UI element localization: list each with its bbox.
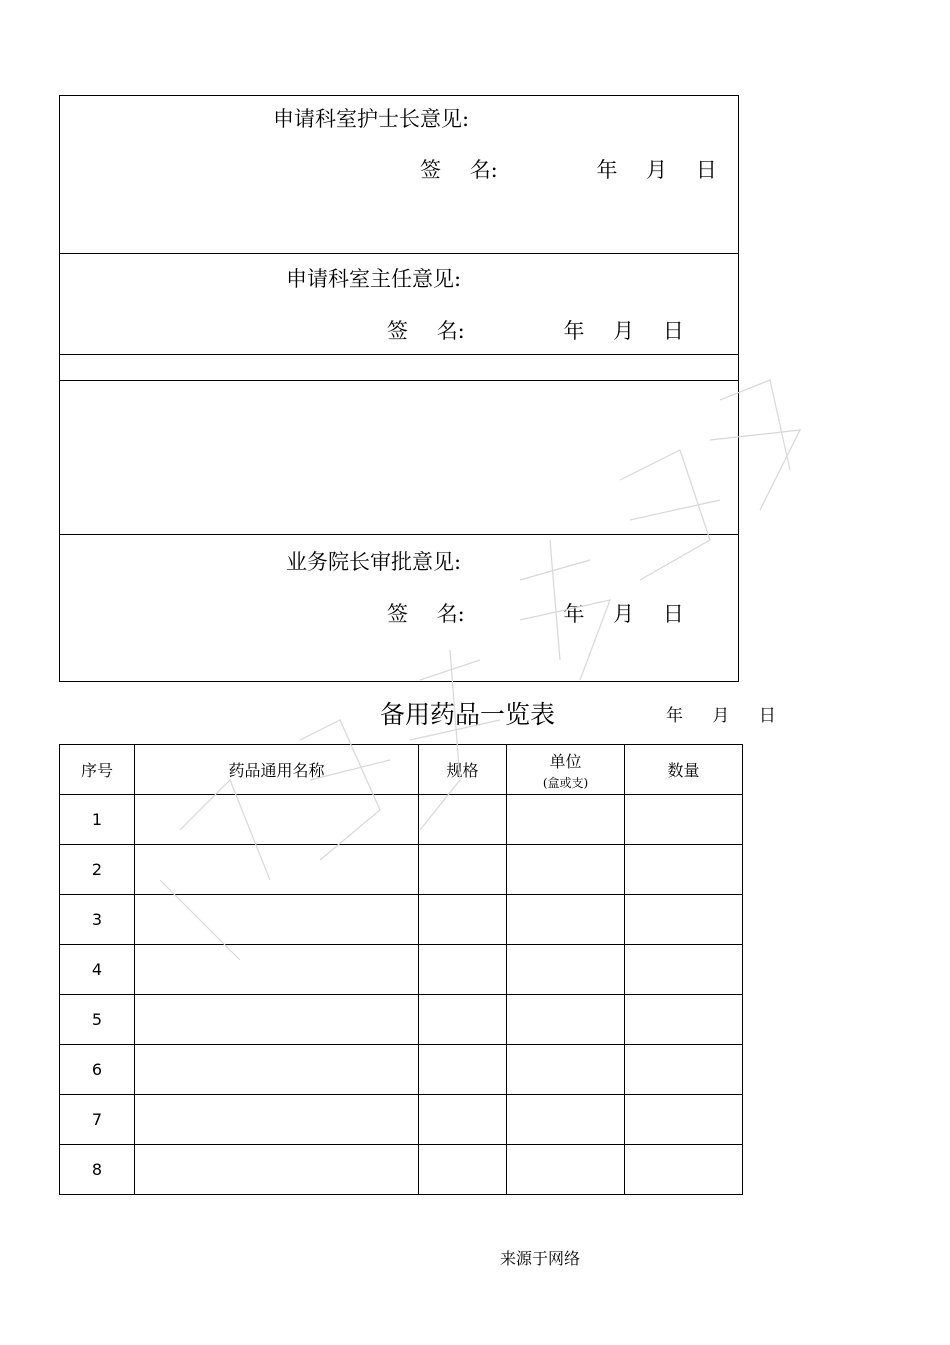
quantity-cell[interactable]	[625, 1095, 743, 1145]
year-label: 年	[563, 602, 585, 626]
divider	[59, 534, 739, 535]
spec-cell[interactable]	[419, 795, 507, 845]
month-label: 月	[613, 602, 635, 626]
table-row	[60, 795, 743, 845]
source-note: 来源于网络	[500, 1249, 581, 1268]
signature-label: 名:	[436, 602, 465, 626]
row-index: 4	[60, 945, 135, 995]
inventory-table	[59, 744, 743, 1195]
head-nurse-opinion-label: 申请科室护士长意见:	[273, 107, 470, 131]
col-header-index: 序号	[60, 745, 135, 795]
spec-cell[interactable]	[419, 895, 507, 945]
table-row	[60, 1145, 743, 1195]
day-label: 日	[662, 602, 684, 626]
unit-note: (盒或支)	[542, 775, 589, 790]
table-row	[60, 1045, 743, 1095]
quantity-cell[interactable]	[625, 1145, 743, 1195]
spec-cell[interactable]	[419, 1145, 507, 1195]
quantity-cell[interactable]	[625, 795, 743, 845]
drug-name-cell[interactable]	[135, 795, 419, 845]
row-index: 3	[60, 895, 135, 945]
year-label: 年	[596, 158, 618, 182]
day-label: 日	[758, 706, 776, 726]
table-row	[60, 895, 743, 945]
row-index: 6	[60, 1045, 135, 1095]
spec-cell[interactable]	[419, 1045, 507, 1095]
divider	[59, 253, 739, 254]
spec-cell[interactable]	[419, 995, 507, 1045]
signature-label: 签	[387, 602, 408, 626]
month-label: 月	[646, 158, 668, 182]
unit-cell[interactable]	[507, 995, 625, 1045]
quantity-cell[interactable]	[625, 945, 743, 995]
divider	[59, 354, 739, 355]
inventory-date	[666, 701, 776, 726]
table-row	[60, 995, 743, 1045]
drug-name-cell[interactable]	[135, 1145, 419, 1195]
unit-cell[interactable]	[507, 845, 625, 895]
unit-label: 单位	[549, 751, 582, 771]
drug-name-cell[interactable]	[135, 845, 419, 895]
drug-name-cell[interactable]	[135, 895, 419, 945]
spec-cell[interactable]	[419, 1095, 507, 1145]
unit-cell[interactable]	[507, 945, 625, 995]
vice-president-signature-line	[387, 598, 684, 628]
quantity-cell[interactable]	[625, 995, 743, 1045]
unit-cell[interactable]	[507, 895, 625, 945]
signature-label: 名:	[469, 158, 498, 182]
unit-cell[interactable]	[507, 1145, 625, 1195]
row-index: 5	[60, 995, 135, 1045]
row-index: 2	[60, 845, 135, 895]
unit-cell[interactable]	[507, 795, 625, 845]
year-label: 年	[666, 706, 683, 726]
row-index: 8	[60, 1145, 135, 1195]
col-header-quantity: 数量	[625, 745, 743, 795]
drug-name-cell[interactable]	[135, 945, 419, 995]
quantity-cell[interactable]	[625, 895, 743, 945]
drug-name-cell[interactable]	[135, 1095, 419, 1145]
table-row	[60, 1095, 743, 1145]
col-header-name: 药品通用名称	[135, 745, 419, 795]
spec-cell[interactable]	[419, 845, 507, 895]
signature-label: 签	[420, 158, 441, 182]
director-opinion-label: 申请科室主任意见:	[286, 267, 462, 291]
day-label: 日	[662, 319, 684, 343]
table-row	[60, 845, 743, 895]
drug-name-cell[interactable]	[135, 995, 419, 1045]
month-label: 月	[712, 706, 730, 726]
col-header-spec: 规格	[419, 745, 507, 795]
day-label: 日	[695, 158, 717, 182]
month-label: 月	[613, 319, 635, 343]
unit-cell[interactable]	[507, 1045, 625, 1095]
spec-cell[interactable]	[419, 945, 507, 995]
vice-president-opinion-label: 业务院长审批意见:	[286, 550, 462, 574]
divider	[59, 380, 739, 381]
signature-label: 签	[387, 319, 408, 343]
row-index: 7	[60, 1095, 135, 1145]
table-header-row	[60, 745, 743, 795]
director-signature-line	[387, 315, 684, 345]
row-index: 1	[60, 795, 135, 845]
col-header-unit	[507, 745, 625, 795]
quantity-cell[interactable]	[625, 845, 743, 895]
table-row	[60, 945, 743, 995]
table-body	[60, 795, 743, 1195]
quantity-cell[interactable]	[625, 1045, 743, 1095]
signature-label: 名:	[436, 319, 465, 343]
unit-cell[interactable]	[507, 1095, 625, 1145]
year-label: 年	[563, 319, 585, 343]
inventory-title: 备用药品一览表	[380, 700, 556, 729]
drug-name-cell[interactable]	[135, 1045, 419, 1095]
head-nurse-signature-line	[420, 154, 717, 184]
